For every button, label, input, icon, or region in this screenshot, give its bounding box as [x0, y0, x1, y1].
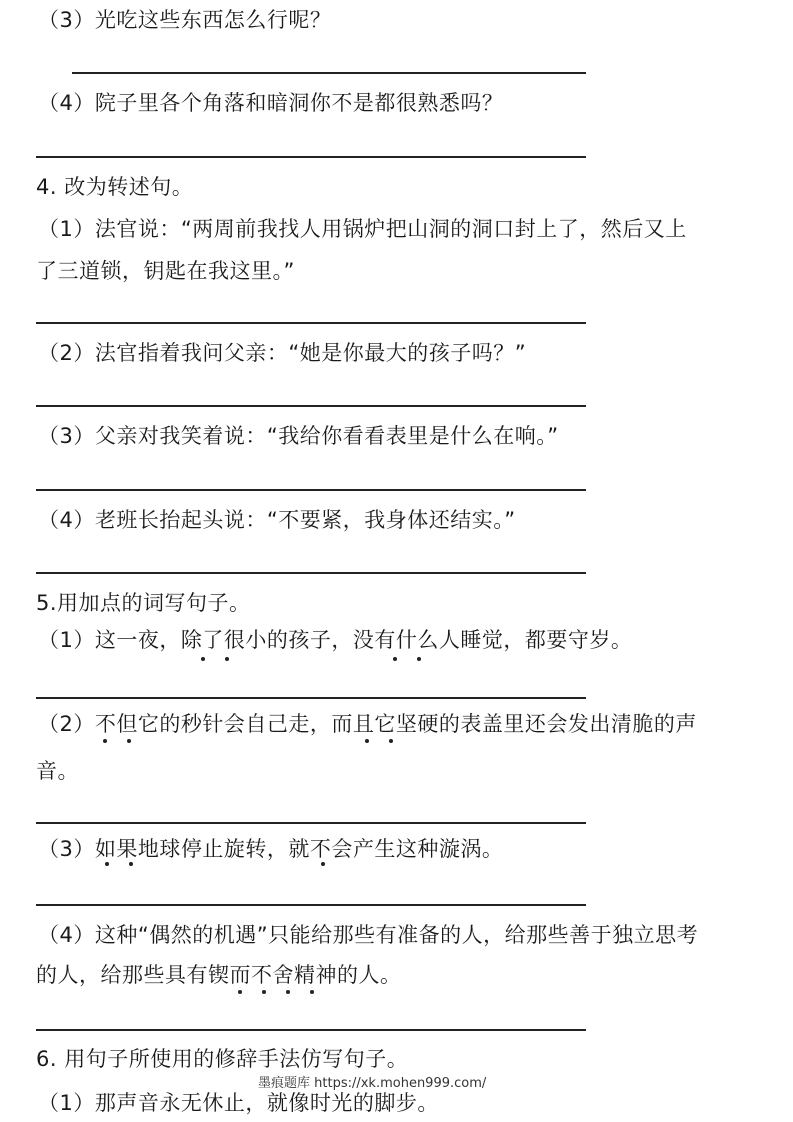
- question-6-item-1: （1）那声音永无休止，就像时光的脚步。: [38, 1091, 439, 1115]
- answer-line: [36, 489, 586, 491]
- question-4-item-2: （2）法官指着我问父亲：“她是你最大的孩子吗？”: [38, 341, 527, 365]
- question-5-item-1: （1）这一夜，除了很小的孩子，没有什么人睡觉，都要守岁。: [38, 628, 633, 652]
- emphasis-dot: [105, 862, 109, 866]
- question-4-item-1-line-2: 了三道锁，钥匙在我这里。”: [36, 259, 295, 283]
- question-4-item-4: （4）老班长抬起头说：“不要紧，我身体还结实。”: [38, 508, 516, 532]
- answer-line: [36, 822, 586, 824]
- emphasis-dot: [103, 739, 107, 743]
- question-4-title: 4. 改为转述句。: [36, 175, 194, 199]
- emphasis-dot: [262, 990, 266, 994]
- answer-line: [36, 156, 586, 158]
- emphasis-dot: [127, 739, 131, 743]
- answer-line: [36, 697, 586, 699]
- question-5-item-2-line-1: （2）不但它的秒针会自己走，而且它坚硬的表盖里还会发出清脆的声: [38, 712, 697, 736]
- emphasis-dot: [365, 739, 369, 743]
- emphasis-dot: [225, 657, 229, 661]
- emphasis-dot: [321, 862, 325, 866]
- question-5-item-4-line-2: 的人，给那些具有锲而不舍精神的人。: [36, 963, 402, 987]
- question-3-item-4: （4）院子里各个角落和暗洞你不是都很熟悉吗？: [38, 91, 504, 115]
- answer-line: [36, 405, 586, 407]
- question-3-item-3: （3）光吃这些东西怎么行呢？: [38, 8, 332, 32]
- answer-line: [72, 72, 586, 74]
- emphasis-dot: [417, 657, 421, 661]
- question-4-item-3: （3）父亲对我笑着说：“我给你看看表里是什么在响。”: [38, 424, 559, 448]
- question-5-item-2-line-2: 音。: [36, 759, 79, 783]
- emphasis-dot: [286, 990, 290, 994]
- emphasis-dot: [129, 862, 133, 866]
- emphasis-dot: [310, 990, 314, 994]
- answer-line: [36, 1029, 586, 1031]
- question-4-item-1-line-1: （1）法官说：“两周前我找人用锅炉把山洞的洞口封上了，然后又上: [38, 217, 687, 241]
- question-5-item-4-line-1: （4）这种“偶然的机遇”只能给那些有准备的人，给那些善于独立思考: [38, 923, 699, 947]
- emphasis-dot: [201, 657, 205, 661]
- question-5-item-3: （3）如果地球停止旋转，就不会产生这种漩涡。: [38, 837, 504, 861]
- answer-line: [36, 322, 586, 324]
- question-6-title: 6. 用句子所使用的修辞手法仿写句子。: [36, 1047, 409, 1071]
- emphasis-dot: [389, 739, 393, 743]
- emphasis-dot: [393, 657, 397, 661]
- emphasis-dot: [238, 990, 242, 994]
- answer-line: [36, 904, 586, 906]
- question-5-title: 5.用加点的词写句子。: [36, 591, 251, 615]
- answer-line: [36, 572, 586, 574]
- watermark: 墨痕题库 https://xk.mohen999.com/: [258, 1076, 487, 1091]
